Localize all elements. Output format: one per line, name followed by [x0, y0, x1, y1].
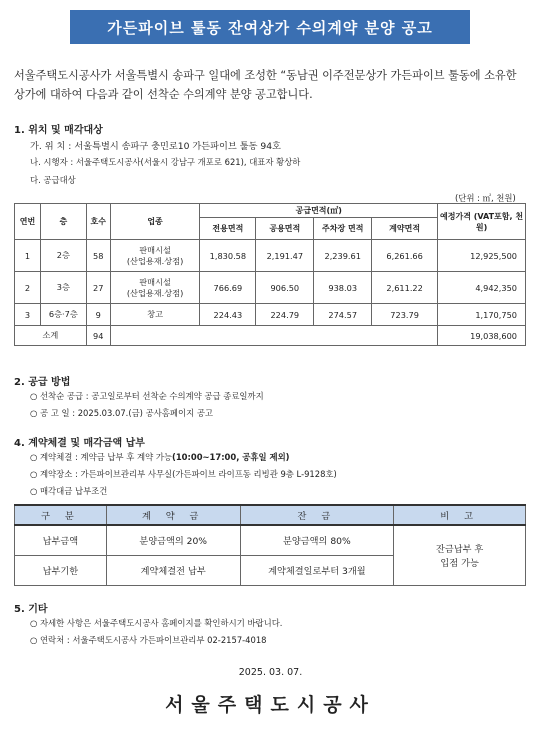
intro-text: 서울주택도시공사가 서울특별시 송파구 일대에 조성한 “동남권 이주전문상가 가든파이브 툴동에 소유한 상가에 대하여 다음과 같이 선착순 수의계약 분양 공고합니다.	[14, 69, 517, 101]
notice-date: 2025. 03. 07.	[238, 667, 303, 678]
table-row: 1 2층 58 판매시설 (산업용재.상점) 1,830.58 2,191.47 2,239.61 6,261.66 12,925,500	[15, 240, 526, 272]
page-title: 가든파이브 툴동 잔여상가 수의계약 분양 공고	[70, 10, 470, 44]
contract-line: ○ 계약체결 : 계약금 납부 후 계약 가능(10:00~17:00, 공휴일 제외)	[30, 452, 290, 462]
contact-line: ○ 연락처 : 서울주택도시공사 가든파이브관리부 02-2157-4018	[30, 635, 267, 645]
total-row	[15, 326, 526, 346]
col-category: 구 분	[15, 505, 107, 525]
supply-table	[14, 203, 526, 346]
location-line: 가. 위 치 : 서울특별시 송파구 충민로10 가든파이브 툴동 94호	[30, 141, 281, 152]
col-note: 비 고	[394, 505, 526, 525]
col-no: 연번	[15, 204, 41, 240]
issuer-name: 서울주택도시공사	[165, 694, 376, 716]
contract-place-line: ○ 계약장소 : 가든파이브관리부 사무실(가든파이브 라이프동 리빙관 9층 L-9128호)	[30, 469, 337, 479]
operator-line: 나. 시행자 : 서울주택도시공사(서울시 강남구 개포로 621), 대표자 황상하	[30, 157, 301, 167]
total-label: 소계	[15, 326, 87, 346]
total-ho: 94	[86, 326, 110, 346]
col-area-parking: 주차장 면적	[314, 218, 372, 240]
payment-terms-line: ○ 매각대금 납부조건	[30, 486, 108, 496]
unit-note: (단위 : ㎡, 천원)	[455, 193, 516, 203]
table-row: 납부기한 계약체결전 납부 계약체결일로부터 3개월	[15, 555, 526, 585]
payment-note: 잔금납부 후 입점 가능	[394, 525, 526, 585]
payment-table	[14, 504, 526, 586]
total-price: 19,038,600	[438, 326, 526, 346]
col-area-group: 공급면적(㎡)	[200, 204, 438, 218]
col-ho: 호수	[86, 204, 110, 240]
supply-method-line: ○ 선착순 공급 : 공고일로부터 선착순 수의계약 공급 종료일까지	[30, 391, 264, 401]
section-2-heading: 2. 공급 방법	[14, 377, 71, 388]
section-1-heading: 1. 위치 및 매각대상	[14, 125, 103, 136]
section-5-heading: 5. 기타	[14, 604, 48, 615]
supply-target-line: 다. 공급대상	[30, 175, 76, 185]
col-area-exclusive: 전용면적	[200, 218, 256, 240]
col-price: 예정가격 (VAT포함, 천원)	[438, 204, 526, 240]
section-4-heading: 4. 계약체결 및 매각금액 납부	[14, 438, 145, 449]
col-area-contract: 계약면적	[372, 218, 438, 240]
notice-date-line: ○ 공 고 일 : 2025.03.07.(금) 공사홈페이지 공고	[30, 408, 213, 418]
col-area-common: 공용면적	[256, 218, 314, 240]
table-row: 납부금액 분양금액의 20% 분양금액의 80% 잔금납부 후 입점 가능	[15, 525, 526, 555]
col-type: 업종	[110, 204, 200, 240]
table-row: 3 6층·7층 9 창고 224.43 224.79 274.57 723.79 1,170,750	[15, 304, 526, 326]
col-balance: 잔 금	[240, 505, 394, 525]
col-deposit: 계 약 금	[106, 505, 240, 525]
table-row: 2 3층 27 판매시설 (산업용재.상점) 766.69 906.50 938.03 2,611.22 4,942,350	[15, 272, 526, 304]
website-note-line: ○ 자세한 사항은 서울주택도시공사 홈페이지를 확인하시기 바랍니다.	[30, 618, 283, 628]
col-floor: 층	[40, 204, 86, 240]
